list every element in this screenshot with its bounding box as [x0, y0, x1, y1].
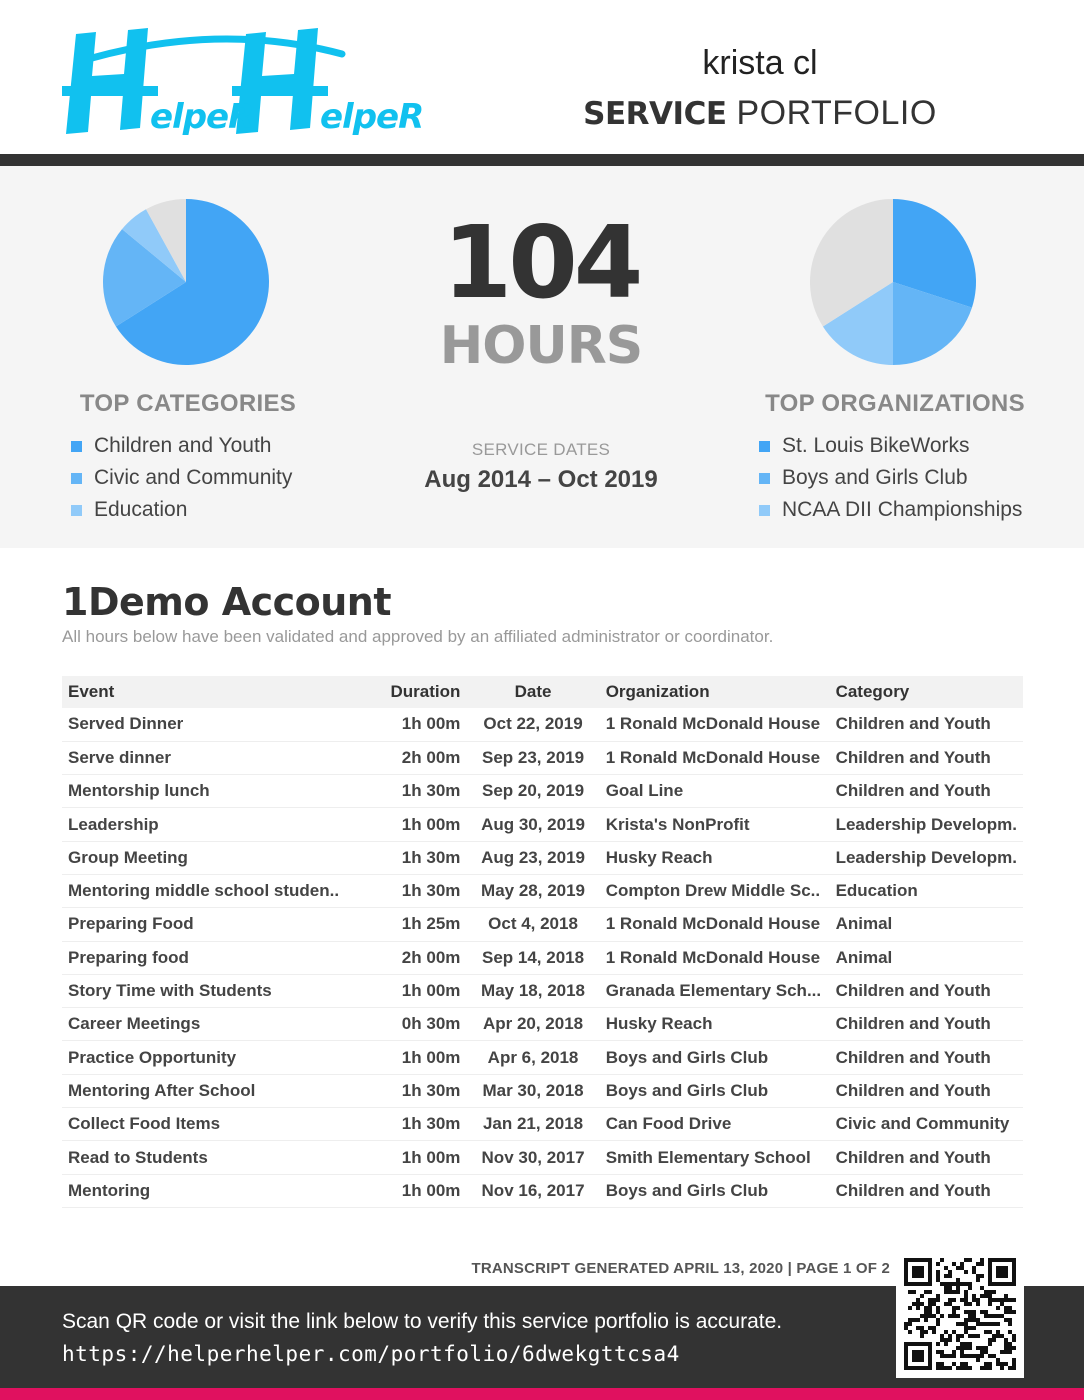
cell-organization: 1 Ronald McDonald House	[600, 908, 830, 941]
cell-event: Served Dinner	[62, 708, 381, 741]
column-header-date: Date	[466, 676, 599, 708]
cell-organization: Boys and Girls Club	[600, 1174, 830, 1207]
table-row	[62, 1008, 1023, 1041]
svg-text:elpeR: elpeR	[320, 97, 424, 137]
cell-duration: 1h 00m	[381, 1141, 467, 1174]
table-row	[62, 1041, 1023, 1074]
cell-date: Oct 4, 2018	[466, 908, 599, 941]
portfolio-title-bold: SERVICE	[583, 96, 727, 132]
table-row	[62, 808, 1023, 841]
cell-event: Preparing food	[62, 941, 381, 974]
cell-date: Nov 16, 2017	[466, 1174, 599, 1207]
cell-event: Preparing Food	[62, 908, 381, 941]
legend-label: Civic and Community	[94, 466, 293, 489]
verify-link[interactable]: https://helperhelper.com/portfolio/6dwekgttcsa4	[62, 1342, 680, 1366]
cell-category: Animal	[830, 908, 1023, 941]
legend-label: Education	[94, 498, 188, 521]
cell-organization: 1 Ronald McDonald House	[600, 741, 830, 774]
cell-duration: 2h 00m	[381, 941, 467, 974]
table-row	[62, 1141, 1023, 1174]
cell-organization: Boys and Girls Club	[600, 1041, 830, 1074]
table-row	[62, 1174, 1023, 1207]
cell-date: Aug 30, 2019	[466, 808, 599, 841]
cell-event: Mentorship lunch	[62, 775, 381, 808]
cell-organization: Husky Reach	[600, 841, 830, 874]
service-hours-table	[62, 676, 1023, 1208]
legend-item	[71, 494, 292, 526]
legend-item	[759, 462, 1022, 494]
legend-label: NCAA DII Championships	[782, 498, 1023, 521]
svg-text:elpeR: elpeR	[150, 97, 254, 137]
cell-event: Practice Opportunity	[62, 1041, 381, 1074]
account-title: 1Demo Account	[62, 580, 392, 624]
cell-event: Collect Food Items	[62, 1108, 381, 1141]
cell-date: Mar 30, 2018	[466, 1074, 599, 1107]
header-divider	[0, 154, 1084, 166]
transcript-generated-note: TRANSCRIPT GENERATED APRIL 13, 2020 | PAGE 1 OF 2	[471, 1260, 890, 1277]
cell-category: Children and Youth	[830, 741, 1023, 774]
cell-duration: 0h 30m	[381, 1008, 467, 1041]
table-row	[62, 841, 1023, 874]
helperhelper-logo[interactable]	[62, 28, 424, 137]
cell-category: Education	[830, 874, 1023, 907]
cell-date: Apr 6, 2018	[466, 1041, 599, 1074]
cell-event: Leadership	[62, 808, 381, 841]
cell-category: Children and Youth	[830, 1008, 1023, 1041]
cell-organization: Goal Line	[600, 775, 830, 808]
top-categories-title: TOP CATEGORIES	[79, 390, 297, 417]
top-organizations-legend	[759, 430, 1022, 526]
table-row	[62, 1074, 1023, 1107]
cell-date: Sep 14, 2018	[466, 941, 599, 974]
cell-duration: 1h 30m	[381, 841, 467, 874]
cell-date: Nov 30, 2017	[466, 1141, 599, 1174]
cell-duration: 1h 30m	[381, 775, 467, 808]
cell-date: Aug 23, 2019	[466, 841, 599, 874]
table-body	[62, 708, 1023, 1207]
cell-duration: 1h 30m	[381, 874, 467, 907]
cell-organization: Smith Elementary School	[600, 1141, 830, 1174]
cell-event: Story Time with Students	[62, 974, 381, 1007]
cell-event: Mentoring middle school studen..	[62, 874, 381, 907]
cell-organization: Boys and Girls Club	[600, 1074, 830, 1107]
total-hours-label: HOURS	[439, 316, 643, 376]
cell-category: Civic and Community	[830, 1108, 1023, 1141]
cell-event: Mentoring	[62, 1174, 381, 1207]
legend-swatch	[71, 473, 82, 484]
cell-organization: 1 Ronald McDonald House	[600, 941, 830, 974]
cell-category: Leadership Developm.	[830, 808, 1023, 841]
cell-category: Animal	[830, 941, 1023, 974]
table-row	[62, 708, 1023, 741]
column-header-duration: Duration	[381, 676, 467, 708]
cell-duration: 1h 00m	[381, 1174, 467, 1207]
table-row	[62, 974, 1023, 1007]
service-dates-label: SERVICE DATES	[471, 440, 611, 459]
cell-category: Children and Youth	[830, 1141, 1023, 1174]
cell-category: Children and Youth	[830, 1041, 1023, 1074]
cell-event: Serve dinner	[62, 741, 381, 774]
legend-item	[71, 462, 292, 494]
cell-duration: 1h 00m	[381, 974, 467, 1007]
column-header-organization: Organization	[600, 676, 830, 708]
cell-category: Children and Youth	[830, 1074, 1023, 1107]
cell-duration: 2h 00m	[381, 741, 467, 774]
legend-swatch	[71, 505, 82, 516]
cell-event: Mentoring After School	[62, 1074, 381, 1107]
cell-organization: Granada Elementary Sch...	[600, 974, 830, 1007]
cell-date: Oct 22, 2019	[466, 708, 599, 741]
summary-panel	[0, 166, 1084, 548]
legend-swatch	[759, 505, 770, 516]
top-organizations-pie-chart	[809, 198, 977, 366]
cell-organization: Husky Reach	[600, 1008, 830, 1041]
legend-label: Children and Youth	[94, 434, 272, 457]
qr-code-icon	[904, 1258, 1016, 1370]
cell-date: Apr 20, 2018	[466, 1008, 599, 1041]
cell-category: Children and Youth	[830, 708, 1023, 741]
cell-organization: Can Food Drive	[600, 1108, 830, 1141]
cell-duration: 1h 00m	[381, 708, 467, 741]
legend-swatch	[759, 473, 770, 484]
legend-swatch	[759, 441, 770, 452]
top-organizations-title: TOP ORGANIZATIONS	[765, 390, 1025, 417]
legend-label: Boys and Girls Club	[782, 466, 968, 489]
table-row	[62, 908, 1023, 941]
user-name: krista cl	[702, 44, 818, 82]
cell-organization: Compton Drew Middle Sc..	[600, 874, 830, 907]
cell-event: Read to Students	[62, 1141, 381, 1174]
column-header-event: Event	[62, 676, 381, 708]
cell-date: May 18, 2018	[466, 974, 599, 1007]
table-row	[62, 741, 1023, 774]
bottom-accent-bar	[0, 1388, 1084, 1400]
legend-item	[759, 430, 1022, 462]
table-row	[62, 1108, 1023, 1141]
qr-code[interactable]	[896, 1250, 1024, 1378]
table-row	[62, 775, 1023, 808]
cell-category: Children and Youth	[830, 974, 1023, 1007]
verify-instructions: Scan QR code or visit the link below to verify this service portfolio is accurate.	[62, 1310, 783, 1333]
cell-duration: 1h 30m	[381, 1074, 467, 1107]
cell-date: Jan 21, 2018	[466, 1108, 599, 1141]
account-note: All hours below have been validated and approved by an affiliated administrator or coordinator.	[62, 627, 774, 646]
table-row	[62, 874, 1023, 907]
page-header	[0, 0, 1084, 154]
cell-category: Children and Youth	[830, 775, 1023, 808]
cell-organization: Krista's NonProfit	[600, 808, 830, 841]
cell-date: Sep 23, 2019	[466, 741, 599, 774]
column-header-category: Category	[830, 676, 1023, 708]
cell-event: Career Meetings	[62, 1008, 381, 1041]
service-dates-value: Aug 2014 – Oct 2019	[424, 466, 658, 493]
cell-category: Leadership Developm.	[830, 841, 1023, 874]
portfolio-title	[560, 94, 960, 133]
total-hours-value: 104	[442, 204, 640, 321]
portfolio-title-rest: PORTFOLIO	[736, 94, 937, 132]
cell-event: Group Meeting	[62, 841, 381, 874]
cell-duration: 1h 25m	[381, 908, 467, 941]
cell-date: Sep 20, 2019	[466, 775, 599, 808]
legend-label: St. Louis BikeWorks	[782, 434, 970, 457]
legend-swatch	[71, 441, 82, 452]
cell-date: May 28, 2019	[466, 874, 599, 907]
cell-duration: 1h 00m	[381, 808, 467, 841]
cell-organization: 1 Ronald McDonald House	[600, 708, 830, 741]
table-header-row	[62, 676, 1023, 708]
top-categories-legend	[71, 430, 292, 526]
top-categories-pie-chart	[102, 198, 270, 366]
legend-item	[759, 494, 1022, 526]
cell-duration: 1h 30m	[381, 1108, 467, 1141]
table-row	[62, 941, 1023, 974]
cell-duration: 1h 00m	[381, 1041, 467, 1074]
cell-category: Children and Youth	[830, 1174, 1023, 1207]
legend-item	[71, 430, 292, 462]
